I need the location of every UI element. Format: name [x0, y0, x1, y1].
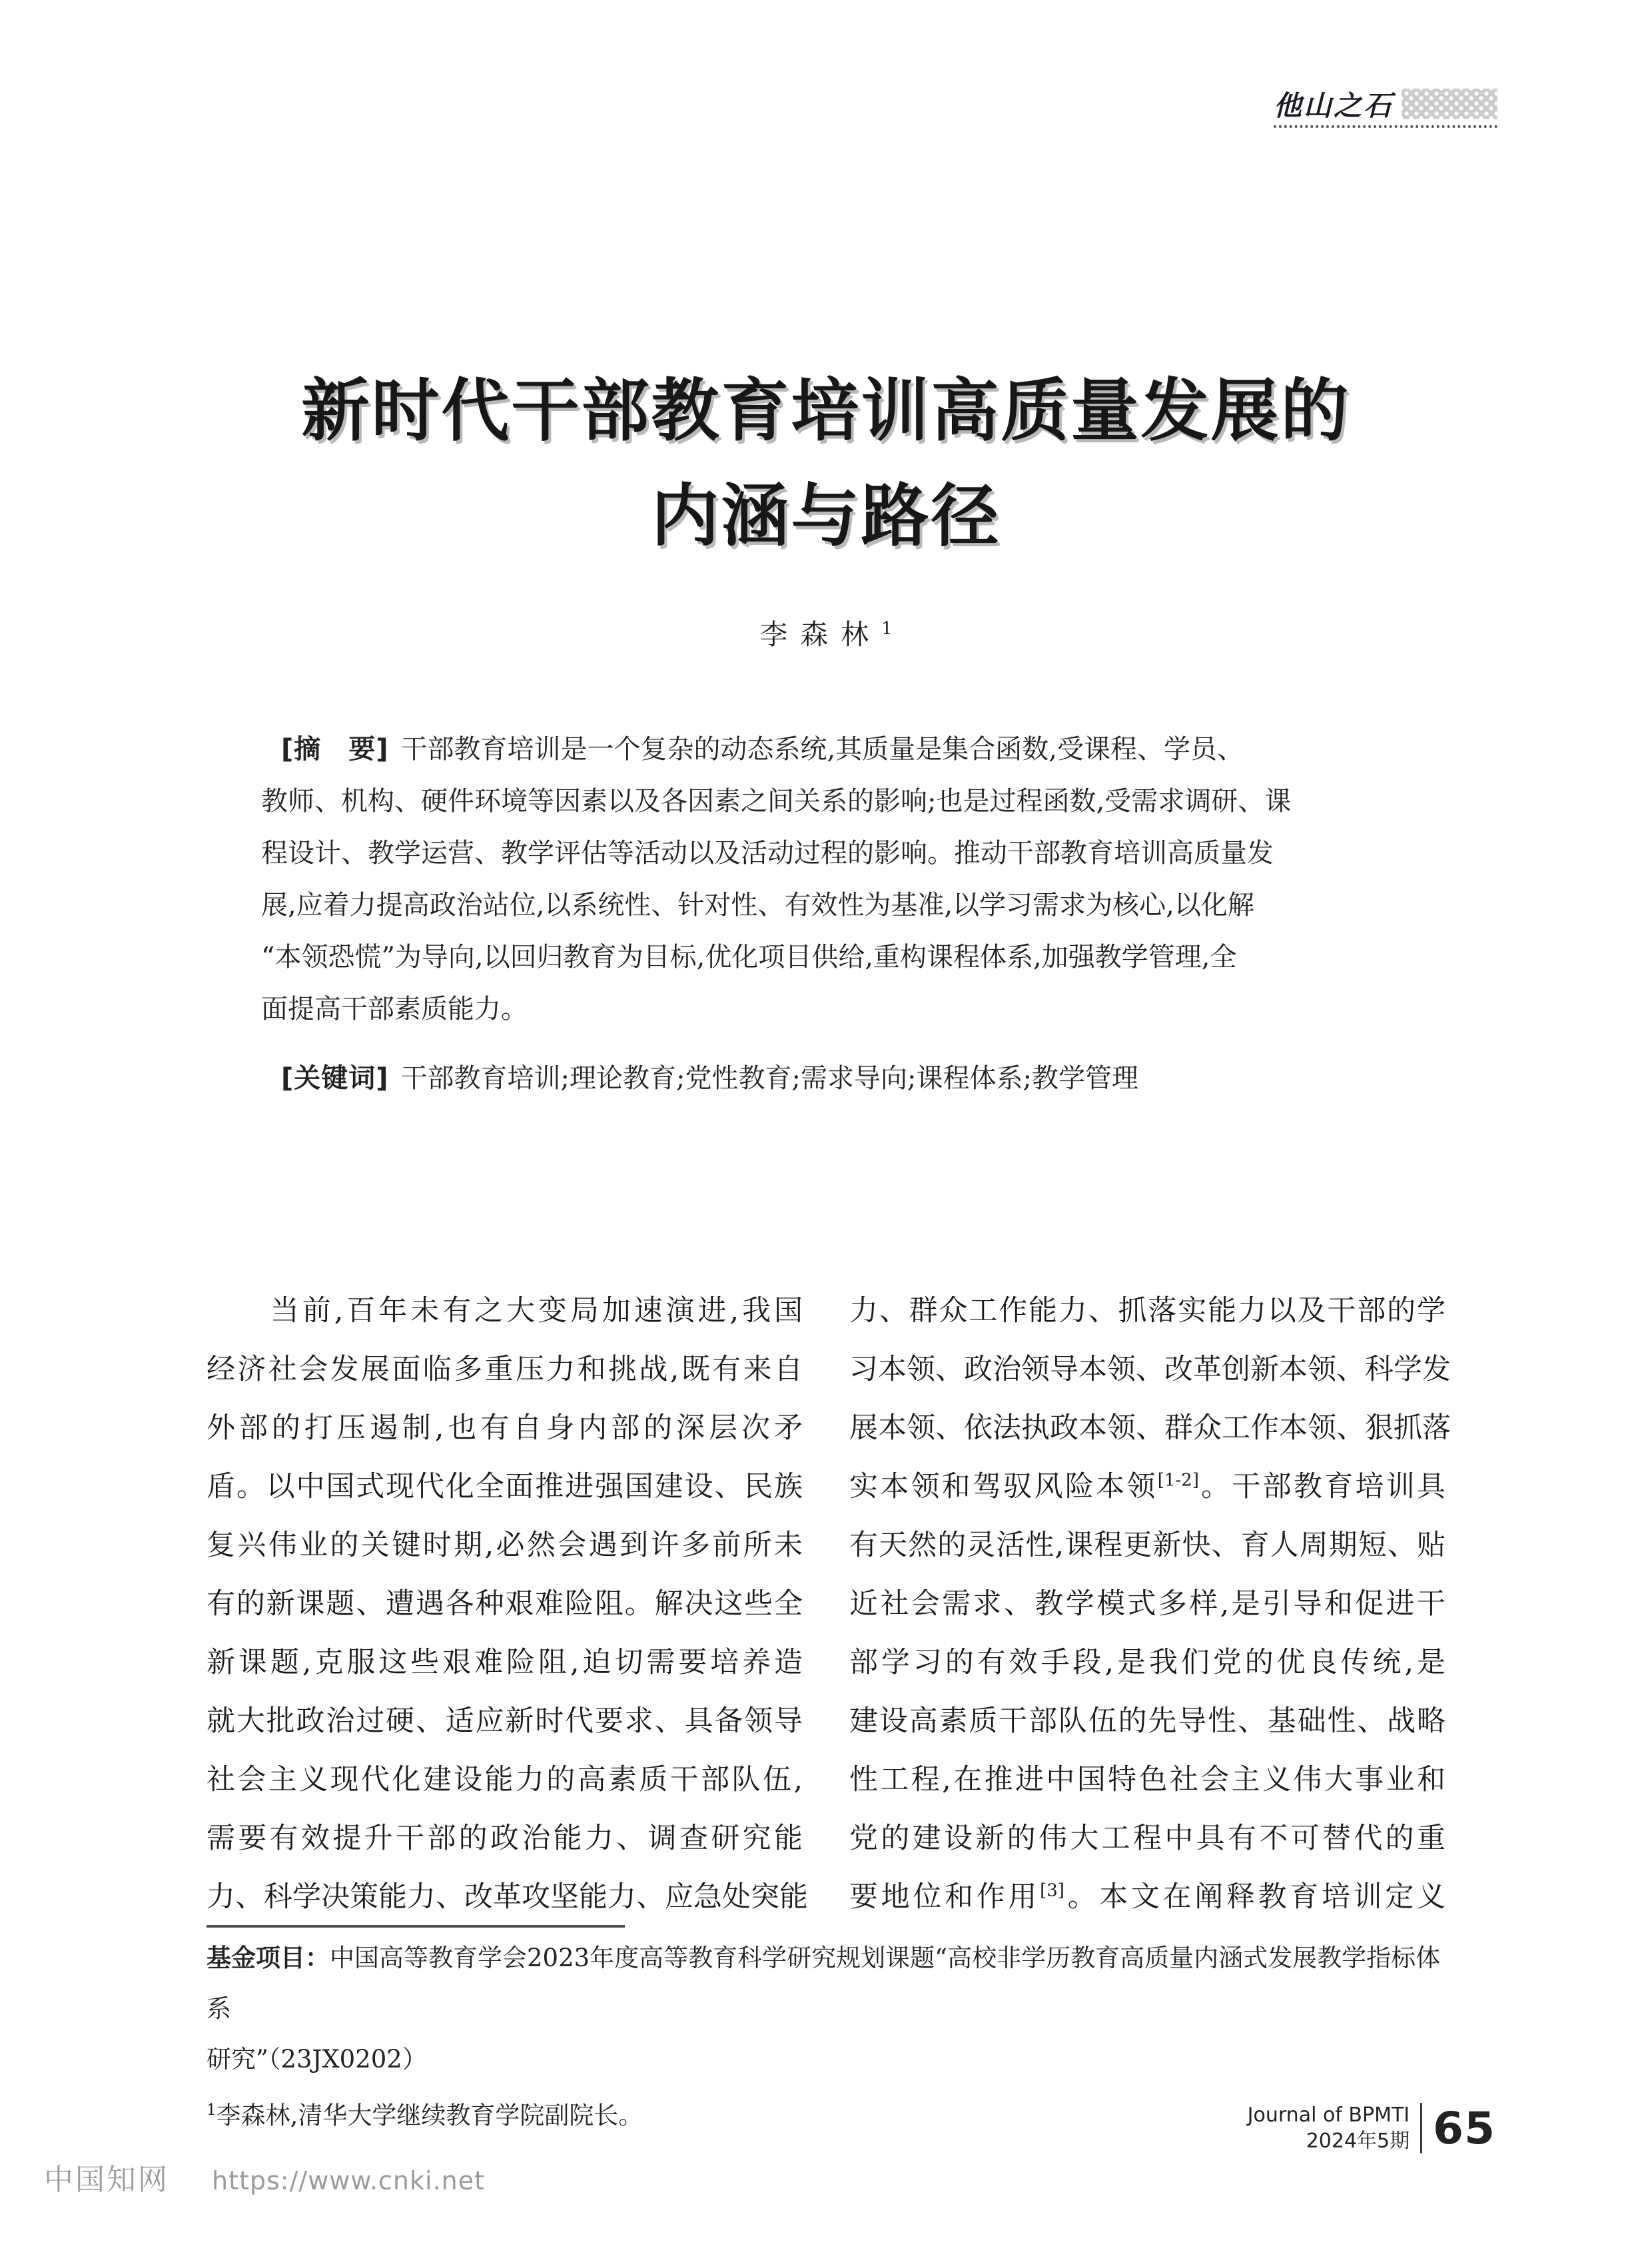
- cnki-watermark: [44, 2155, 485, 2198]
- author-note-superscript: 1: [206, 2101, 216, 2119]
- body-line: 有天然的灵活性,课程更新快、育人周期短、贴: [849, 1529, 1446, 1562]
- body-text: 。本文在阐释教育培训定义: [1064, 1880, 1446, 1914]
- body-line: 复兴伟业的关键时期,必然会遇到许多前所未: [206, 1529, 803, 1562]
- body-line: 党的建设新的伟大工程中具有不可替代的重: [849, 1822, 1446, 1855]
- body-line: 当前,百年未有之大变局加速演进,我国: [206, 1294, 803, 1327]
- footnote-divider: [206, 1925, 625, 1928]
- body-line: 力、群众工作能力、抓落实能力以及干部的学: [849, 1294, 1446, 1327]
- abstract-lines: [261, 775, 1394, 1035]
- body-line: 建设高素质干部队伍的先导性、基础性、战略: [849, 1704, 1446, 1738]
- fund-project-text: 中国高等教育学会2023年度高等教育科学研究规划课题“高校非学历教育高质量内涵式发展教学指标体系: [206, 1944, 1441, 2023]
- body-columns: [206, 1282, 1451, 1926]
- cnki-site-name: 中国知网: [44, 2163, 169, 2197]
- body-line: 有的新课题、遭遇各种艰难险阻。解决这些全: [206, 1587, 803, 1621]
- article-title-line1: 新时代干部教育培训高质量发展的: [301, 371, 1351, 451]
- fund-project-label: 基金项目：: [206, 1944, 330, 1972]
- body-line: 需要有效提升干部的政治能力、调查研究能: [206, 1822, 803, 1855]
- body-text: 要地位和作用: [849, 1880, 1040, 1914]
- body-text: 。干部教育培训具: [1198, 1470, 1446, 1503]
- abstract-section: [261, 723, 1394, 1035]
- body-line: 经济社会发展面临多重压力和挑战,既有来自: [206, 1353, 803, 1386]
- citation-ref: [1-2]: [1157, 1470, 1199, 1491]
- body-line: 习本领、政治领导本领、改革创新本领、科学发: [849, 1353, 1451, 1386]
- author-affiliation-superscript: 1: [881, 619, 893, 639]
- body-line: 就大批政治过硬、适应新时代要求、具备领导: [206, 1704, 803, 1738]
- body-line: 外部的打压遏制,也有自身内部的深层次矛: [206, 1411, 803, 1445]
- article-title-line2: 内涵与路径: [651, 476, 1001, 556]
- keywords-text: 干部教育培训;理论教育;党性教育;需求导向;课程体系;教学管理: [400, 1063, 1138, 1094]
- body-line: 性工程,在推进中国特色社会主义伟大事业和: [849, 1763, 1446, 1796]
- section-title: 他山之石: [1274, 89, 1394, 122]
- journal-issue-block: [1248, 2102, 1410, 2154]
- abstract-label: [摘 要]: [281, 734, 389, 765]
- body-right-lines-b: [849, 1516, 1446, 1868]
- abstract-line: 展,应着力提高政治站位,以系统性、针对性、有效性为基准,以学习需求为核心,以化解: [261, 890, 1254, 921]
- author-name: 李森林: [759, 618, 882, 651]
- body-line: 部学习的有效手段,是我们党的优良传统,是: [849, 1646, 1446, 1679]
- body-line: 展本领、依法执政本领、群众工作本领、狠抓落: [849, 1411, 1451, 1445]
- page-number: 65: [1433, 2102, 1495, 2154]
- keywords-line: [261, 1052, 1394, 1104]
- body-text: 实本领和驾驭风险本领: [849, 1470, 1158, 1503]
- body-line: 新课题,克服这些艰难险阻,迫切需要培养造: [206, 1646, 803, 1679]
- author-line: [0, 613, 1652, 653]
- author-note-text: 李森林,清华大学继续教育学院副院长。: [216, 2101, 643, 2130]
- body-column-left: [206, 1282, 808, 1926]
- abstract-line: 教师、机构、硬件环境等因素以及各因素之间关系的影响;也是过程函数,受需求调研、课: [261, 786, 1292, 817]
- article-title: [0, 358, 1652, 569]
- abstract-line: 面提高干部素质能力。: [261, 994, 528, 1024]
- section-header: [1274, 88, 1497, 128]
- body-line-with-ref: [849, 1868, 1446, 1926]
- abstract-line: 程设计、教学运营、教学评估等活动以及活动过程的影响。推动干部教育培训高质量发: [261, 838, 1274, 869]
- body-line: 社会主义现代化建设能力的高素质干部队伍,: [206, 1763, 803, 1796]
- body-line: 力、科学决策能力、改革攻坚能力、应急处突能: [206, 1880, 808, 1914]
- abstract-line: “本领恐慌”为导向,以回归教育为目标,优化项目供给,重构课程体系,加强教学管理,全: [261, 942, 1237, 972]
- vertical-divider: [1420, 2103, 1422, 2153]
- page-info: [1248, 2102, 1495, 2154]
- fund-project-line1: [206, 1933, 1459, 2034]
- dotted-divider: [1274, 125, 1497, 128]
- issue-label: 2024年5期: [1306, 2129, 1410, 2153]
- cnki-url: https://www.cnki.net: [212, 2166, 486, 2195]
- keywords-label: [关键词]: [281, 1063, 389, 1094]
- body-column-right: [849, 1282, 1451, 1926]
- body-right-lines-a: [849, 1282, 1451, 1457]
- section-header-row: [1274, 88, 1497, 120]
- abstract-first-line-text: 干部教育培训是一个复杂的动态系统,其质量是集合函数,受课程、学员、: [400, 734, 1244, 765]
- fund-project-line2: 研究”（23JX0202）: [206, 2045, 427, 2073]
- ornament-pattern: [1402, 89, 1497, 119]
- abstract-first-line: [261, 723, 1394, 775]
- body-line: 盾。以中国式现代化全面推进强国建设、民族: [206, 1470, 803, 1503]
- body-line-with-ref: [849, 1457, 1446, 1516]
- journal-name: Journal of BPMTI: [1247, 2103, 1410, 2127]
- citation-ref: [3]: [1040, 1880, 1064, 1901]
- body-line: 近社会需求、教学模式多样,是引导和促进干: [849, 1587, 1446, 1621]
